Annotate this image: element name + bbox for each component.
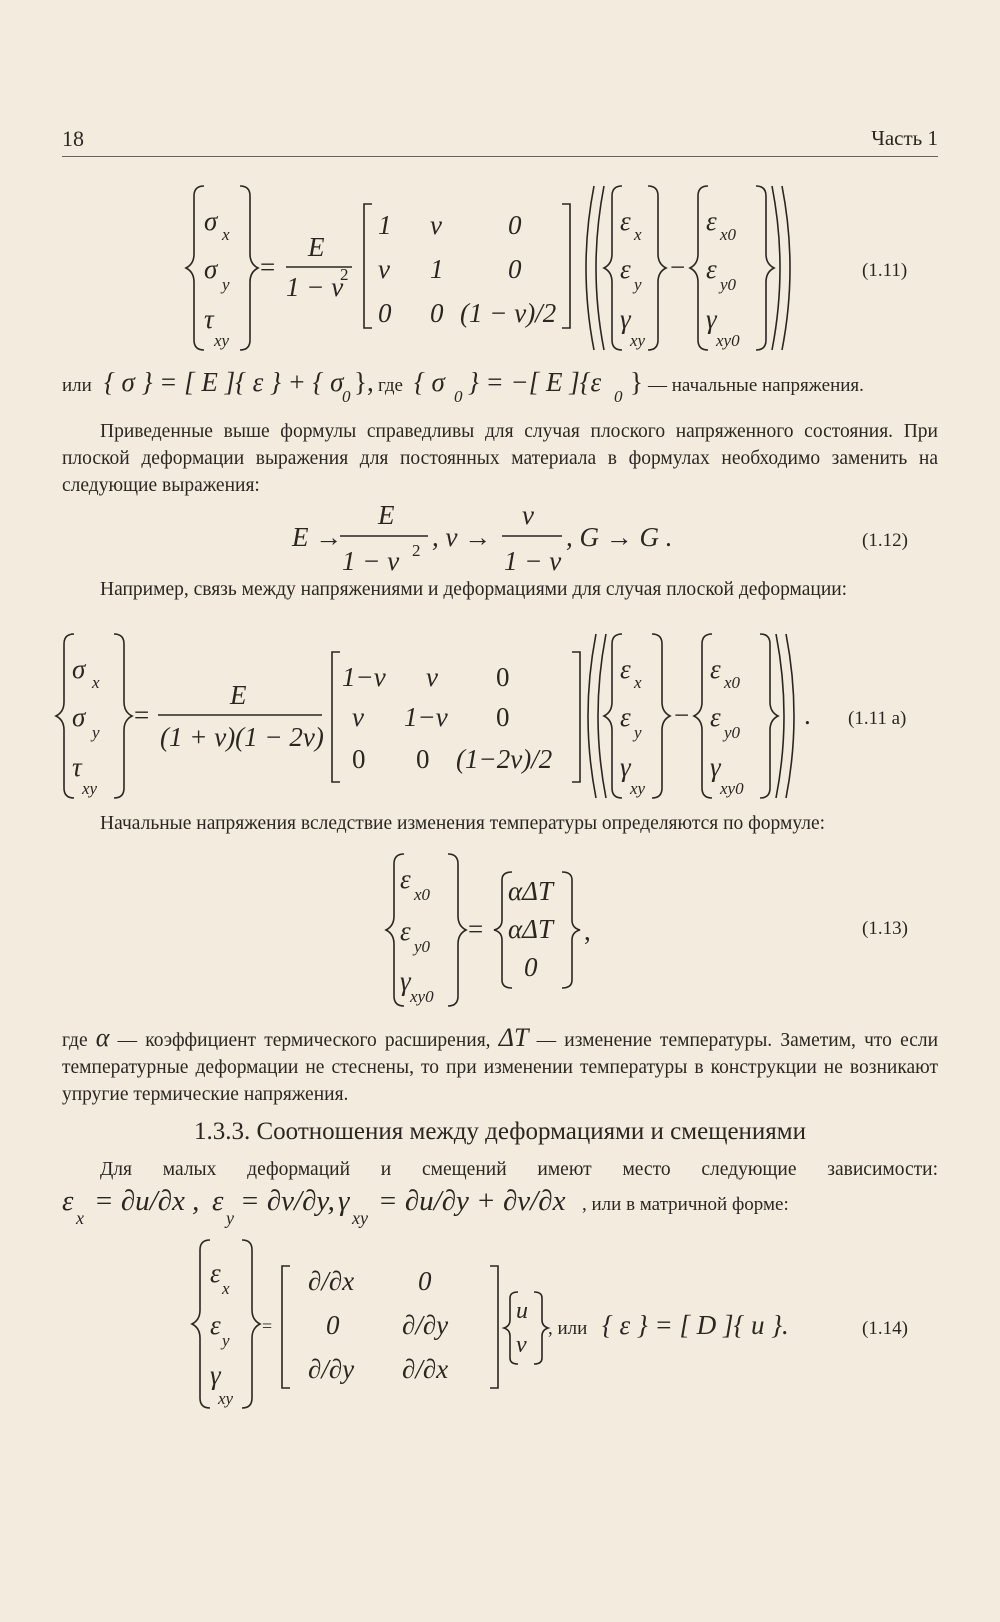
- svg-text:y0: y0: [414, 937, 431, 956]
- svg-text:x: x: [222, 225, 230, 244]
- outer-right-paren2: [782, 186, 790, 350]
- strain-displacement-inline: [0, 1180, 1000, 1230]
- svg-text:{ σ: { σ: [414, 367, 445, 397]
- svg-text:=: =: [134, 700, 150, 730]
- svg-text:∂/∂y: ∂/∂y: [308, 1354, 355, 1384]
- svg-text:xy0: xy0: [716, 331, 740, 350]
- matrix-left-bracket: [364, 204, 372, 328]
- svg-text:1: 1: [378, 210, 392, 240]
- svg-text:xy: xy: [630, 331, 646, 350]
- svg-text:ε: ε: [210, 1258, 221, 1288]
- svg-text:0: 0: [418, 1266, 432, 1296]
- svg-text:1−ν: 1−ν: [342, 662, 386, 692]
- svg-text:1 − ν: 1 − ν: [342, 546, 400, 576]
- svg-text:γ: γ: [620, 304, 631, 334]
- svg-text:−: −: [674, 700, 690, 730]
- outer-left-paren: [586, 186, 594, 350]
- svg-text:0: 0: [352, 744, 366, 774]
- lhs-sigma-x: σ: [204, 206, 218, 236]
- svg-text:τ: τ: [72, 752, 82, 782]
- svg-text:−: −: [670, 252, 686, 282]
- running-head: Часть 1: [871, 126, 938, 150]
- strain0-right-brace: [756, 186, 774, 350]
- svg-text:0: 0: [614, 387, 623, 406]
- svg-text:ε: ε: [710, 702, 721, 732]
- svg-text:— начальные напряжения.: — начальные напряжения.: [648, 375, 864, 396]
- svg-text:x0: x0: [414, 885, 431, 904]
- frac-numerator: E: [308, 232, 325, 262]
- svg-text:γ: γ: [706, 304, 717, 334]
- svg-text:∂/∂x: ∂/∂x: [308, 1266, 355, 1296]
- svg-text:ε: ε: [400, 916, 411, 946]
- paragraph-plane-stress: Приведенные выше формулы справедливы для случая плоского напряженного состояния. При плоской деформации выражения для постоянных материала в формулах необходимо заменить на следующие выражения:: [62, 421, 938, 496]
- eq-number-1-13: (1.13): [862, 918, 908, 939]
- svg-text:y: y: [222, 275, 230, 294]
- lhs-sigma-y: σ: [204, 254, 218, 284]
- svg-text:} = −[ E ]{ε: } = −[ E ]{ε: [468, 367, 602, 397]
- eq-number-1-11: (1.11): [862, 260, 908, 281]
- lhs-right-brace: [240, 186, 258, 350]
- svg-text:ν: ν: [352, 702, 364, 732]
- strain-right-brace: [648, 186, 666, 350]
- svg-text:u: u: [516, 1298, 528, 1324]
- svg-text:∂/∂x: ∂/∂x: [402, 1354, 449, 1384]
- svg-text:0: 0: [342, 387, 351, 406]
- svg-text:v: v: [516, 1332, 527, 1358]
- svg-text:∂/∂y: ∂/∂y: [402, 1310, 449, 1340]
- equation-1-12: [0, 500, 1000, 580]
- svg-text:1−ν: 1−ν: [404, 702, 448, 732]
- svg-text:или: или: [62, 375, 92, 396]
- svg-text:ν: ν: [426, 662, 438, 692]
- svg-text:ε: ε: [620, 254, 631, 284]
- svg-text:2: 2: [412, 541, 421, 560]
- section-heading: 1.3.3. Соотношения между деформациями и смещениями: [194, 1118, 806, 1145]
- svg-text:0: 0: [416, 744, 430, 774]
- svg-text:E: E: [230, 680, 247, 710]
- svg-text:= ∂v/∂y,: = ∂v/∂y,: [240, 1185, 335, 1217]
- svg-text:, G → G .: , G → G .: [566, 522, 673, 552]
- svg-text:(1 − ν)/2: (1 − ν)/2: [460, 298, 557, 328]
- svg-text:x0: x0: [724, 673, 741, 692]
- svg-text:y: y: [226, 1208, 234, 1228]
- svg-text:x: x: [222, 1279, 230, 1298]
- svg-text:ε: ε: [620, 206, 631, 236]
- svg-text:xy: xy: [214, 331, 230, 350]
- svg-text:,: ,: [584, 916, 591, 946]
- svg-text:= ∂u/∂x ,: = ∂u/∂x ,: [94, 1185, 200, 1217]
- svg-text:0: 0: [378, 298, 392, 328]
- paragraph-thermal: где α — коэффициент термического расширения, ΔT — изменение температуры. Заметим, что если температурные деформации не стеснены, то при изменении температуры в конструкции не возникают упругие термические напряжения.: [62, 1023, 939, 1105]
- svg-text:y: y: [634, 723, 642, 742]
- svg-text:0: 0: [524, 952, 538, 982]
- svg-text:где: где: [378, 375, 403, 396]
- svg-text:0: 0: [496, 662, 510, 692]
- svg-text:γ: γ: [338, 1185, 350, 1217]
- svg-text:y0: y0: [720, 275, 737, 294]
- lhs-left-brace: [186, 186, 204, 350]
- svg-text:ν: ν: [430, 210, 442, 240]
- svg-text:x0: x0: [720, 225, 737, 244]
- svg-text:xy: xy: [82, 779, 98, 798]
- equation-1-13: [0, 848, 1000, 1016]
- svg-text:αΔT: αΔT: [508, 876, 554, 906]
- svg-text:σ: σ: [72, 654, 86, 684]
- svg-text:0: 0: [508, 210, 522, 240]
- svg-text:γ: γ: [400, 966, 411, 996]
- svg-text:σ: σ: [72, 702, 86, 732]
- svg-text:x: x: [634, 225, 642, 244]
- alpha-symbol: α: [95, 1023, 110, 1052]
- svg-text:xy: xy: [352, 1208, 368, 1228]
- svg-text:x: x: [92, 673, 100, 692]
- svg-text:=: =: [468, 914, 484, 944]
- svg-text:0: 0: [326, 1310, 340, 1340]
- svg-text:αΔT: αΔT: [508, 914, 554, 944]
- svg-text:xy: xy: [630, 779, 646, 798]
- eq-number-1-11a: (1.11 а): [848, 708, 907, 729]
- paragraph-plane-strain: Например, связь между напряжениями и деформациями для случая плоской деформации:: [100, 579, 848, 600]
- page-header: [62, 122, 938, 157]
- svg-text:0: 0: [508, 254, 522, 284]
- svg-text:=: =: [260, 252, 276, 282]
- svg-text:γ: γ: [710, 752, 721, 782]
- svg-text:.: .: [804, 700, 811, 730]
- svg-text:=: =: [262, 1316, 273, 1336]
- svg-text:γ: γ: [620, 752, 631, 782]
- svg-text:0: 0: [496, 702, 510, 732]
- svg-text:ε: ε: [620, 654, 631, 684]
- svg-text:xy: xy: [218, 1389, 234, 1408]
- eq-number-1-14: (1.14): [862, 1318, 908, 1339]
- svg-text:x: x: [634, 673, 642, 692]
- svg-text:0: 0: [430, 298, 444, 328]
- svg-text:xy0: xy0: [720, 779, 744, 798]
- svg-text:y: y: [92, 723, 100, 742]
- eq-number-1-12: (1.12): [862, 530, 908, 551]
- svg-text:E: E: [378, 500, 395, 530]
- svg-text:ε: ε: [400, 864, 411, 894]
- svg-text:{ ε } = [ D ]{ u }.: { ε } = [ D ]{ u }.: [602, 1310, 789, 1340]
- svg-text:x: x: [76, 1208, 84, 1228]
- delta-t-symbol: ΔT: [498, 1023, 529, 1052]
- paragraph-small-deformations: Для малых деформаций и смещений имеют место следующие зависимости:: [100, 1159, 938, 1180]
- equation-1-11a: [0, 624, 1000, 810]
- svg-text:ν: ν: [378, 254, 390, 284]
- matrix-right-bracket: [562, 204, 570, 328]
- equation-1-14: [0, 1234, 1000, 1414]
- svg-text:2: 2: [340, 265, 349, 284]
- svg-text:}: }: [630, 367, 643, 397]
- svg-text:ε: ε: [62, 1185, 74, 1217]
- svg-text:, ν →: , ν →: [432, 522, 492, 552]
- svg-text:ε: ε: [706, 254, 717, 284]
- svg-text:},: },: [354, 367, 374, 397]
- svg-text:{ σ } = [ E ]{ ε } + { σ: { σ } = [ E ]{ ε } + { σ: [104, 367, 344, 397]
- lhs-tau-xy: τ: [204, 304, 214, 334]
- svg-text:ε: ε: [212, 1185, 224, 1217]
- svg-text:(1 + ν)(1 − 2ν): (1 + ν)(1 − 2ν): [160, 722, 324, 752]
- svg-text:, или: , или: [548, 1318, 588, 1339]
- svg-text:0: 0: [454, 387, 463, 406]
- svg-text:1 − ν: 1 − ν: [504, 546, 562, 576]
- svg-text:γ: γ: [210, 1360, 221, 1390]
- frac-denominator: 1 − ν: [286, 272, 344, 302]
- svg-text:xy0: xy0: [410, 987, 434, 1006]
- svg-text:ε: ε: [210, 1310, 221, 1340]
- svg-text:ε: ε: [706, 206, 717, 236]
- equation-1-11: [0, 178, 1000, 358]
- svg-text:ν: ν: [522, 500, 534, 530]
- svg-text:= ∂u/∂y + ∂v/∂x: = ∂u/∂y + ∂v/∂x: [378, 1185, 566, 1217]
- svg-text:, или в матричной форме:: , или в матричной форме:: [582, 1194, 789, 1215]
- svg-text:y: y: [634, 275, 642, 294]
- svg-text:ε: ε: [710, 654, 721, 684]
- svg-text:E →: E →: [292, 522, 343, 552]
- page-number: 18: [62, 126, 84, 151]
- svg-text:y: y: [222, 1331, 230, 1350]
- svg-text:(1−2ν)/2: (1−2ν)/2: [456, 744, 553, 774]
- svg-text:1: 1: [430, 254, 444, 284]
- paragraph-initial-stress: Начальные напряжения вследствие изменения температуры определяются по формуле:: [100, 813, 826, 834]
- equation-ili-line: [0, 360, 1000, 410]
- svg-text:ε: ε: [620, 702, 631, 732]
- svg-text:y0: y0: [724, 723, 741, 742]
